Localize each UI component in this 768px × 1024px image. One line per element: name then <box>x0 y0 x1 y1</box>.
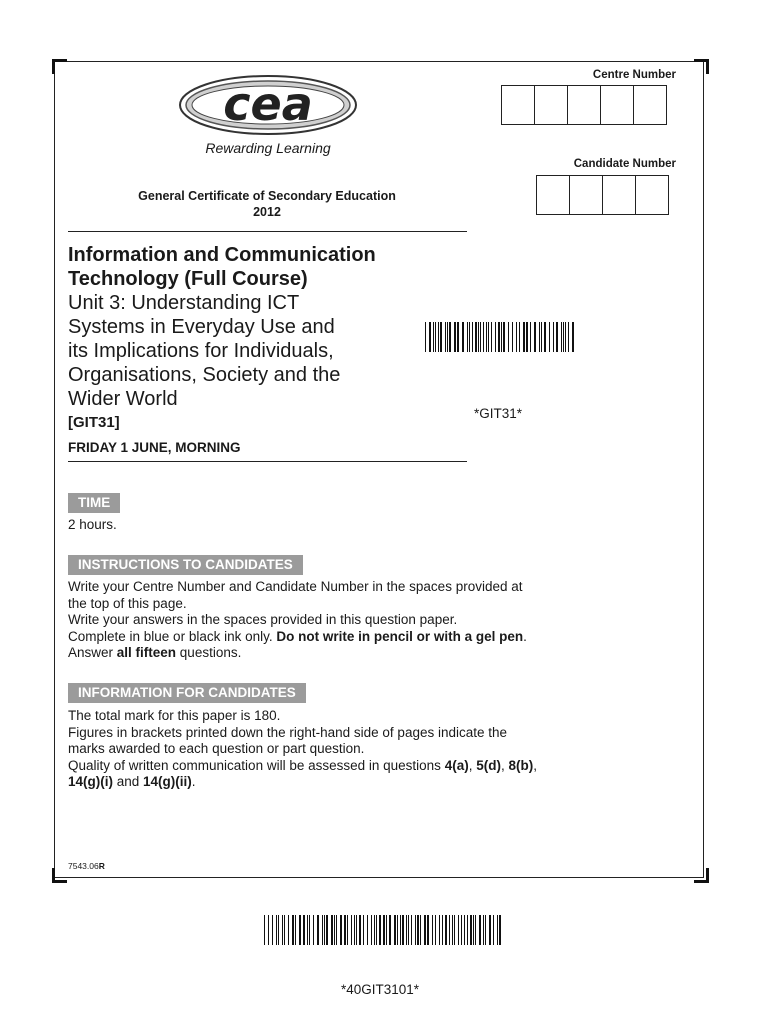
information-heading: INFORMATION FOR CANDIDATES <box>68 683 306 703</box>
centre-number-label: Centre Number <box>592 69 676 81</box>
candidate-number-box[interactable] <box>536 175 570 215</box>
barcode-bar <box>470 915 472 945</box>
candidate-number-label: Candidate Number <box>573 158 676 170</box>
barcode-bar <box>322 915 323 945</box>
barcode-bar <box>427 915 429 945</box>
instructions-line: Write your Centre Number and Candidate Number in the spaces provided at <box>68 579 523 594</box>
barcode-bar <box>429 322 431 352</box>
candidate-number-boxes[interactable] <box>537 175 669 215</box>
barcode-bar <box>526 322 528 352</box>
paper-code: [GIT31] <box>68 414 120 431</box>
subject-title <box>68 243 448 291</box>
unit-title-line: Unit 3: Understanding ICT <box>68 292 300 314</box>
barcode-bar <box>530 322 531 352</box>
barcode-bar <box>400 915 401 945</box>
barcode-bar <box>303 915 305 945</box>
barcode-bar <box>475 915 476 945</box>
barcode-bar <box>336 915 337 945</box>
barcode-bar <box>452 915 453 945</box>
unit-title <box>68 291 408 411</box>
barcode-bar <box>473 915 474 945</box>
barcode-bar <box>264 915 265 945</box>
barcode-bar <box>485 915 486 945</box>
instructions-line: the top of this page. <box>68 595 187 611</box>
barcode-bar <box>439 915 440 945</box>
barcode-bar <box>331 915 333 945</box>
instructions-line: Answer all fifteen questions. <box>68 645 242 660</box>
corner-mark <box>694 59 709 74</box>
barcode-bar <box>292 915 294 945</box>
barcode-bar <box>486 322 487 352</box>
barcode-bar <box>440 322 442 352</box>
barcode-bar <box>307 915 308 945</box>
barcode-bar <box>478 322 479 352</box>
barcode-bar <box>480 322 481 352</box>
exam-date: FRIDAY 1 JUNE, MORNING <box>68 440 241 455</box>
barcode-bar <box>344 915 346 945</box>
barcode-bar <box>553 322 554 352</box>
barcode-bar <box>561 322 562 352</box>
barcode-bar <box>386 915 387 945</box>
barcode-bar <box>309 915 310 945</box>
time-heading: TIME <box>68 493 120 513</box>
unit-title-line: Organisations, Society and the <box>68 364 341 386</box>
barcode-bar <box>563 322 564 352</box>
information-text <box>68 708 588 791</box>
barcode-bar <box>454 915 455 945</box>
barcode-bar <box>458 915 459 945</box>
barcode-bar <box>295 915 296 945</box>
barcode-bar <box>461 915 462 945</box>
barcode-bar <box>326 915 328 945</box>
barcode-bar <box>534 322 536 352</box>
barcode-bar <box>278 915 279 945</box>
barcode-bar <box>498 322 500 352</box>
barcode-bar <box>424 915 426 945</box>
barcode-bar <box>438 322 439 352</box>
barcode-bar <box>508 322 509 352</box>
barcode-bar <box>493 915 494 945</box>
information-line: Quality of written communication will be assessed in questions 4(a), 5(d), 8(b), <box>68 757 537 773</box>
barcode-bar <box>299 915 301 945</box>
barcode-bar <box>483 322 484 352</box>
barcode-bar <box>417 915 419 945</box>
instructions-line: Write your answers in the spaces provided in this question paper. <box>68 612 458 627</box>
barcode-bar <box>435 915 436 945</box>
barcode-bar <box>556 322 558 352</box>
barcode-bar <box>516 322 517 352</box>
barcode-bar <box>467 322 468 352</box>
barcode-bar <box>462 322 464 352</box>
barcode-bar <box>541 322 542 352</box>
information-line: The total mark for this paper is 180. <box>68 708 281 723</box>
barcode-bar <box>523 322 525 352</box>
corner-mark <box>52 59 67 74</box>
subject-title-line: Information and Communication <box>68 244 376 266</box>
barcode-bar <box>449 915 450 945</box>
barcode-bar <box>402 915 404 945</box>
qualification-name: General Certificate of Secondary Education <box>138 189 396 203</box>
barcode-bar <box>445 322 446 352</box>
barcode-bar <box>383 915 385 945</box>
barcode-bar <box>334 915 335 945</box>
barcode-bar <box>469 322 470 352</box>
unit-title-line: Wider World <box>68 388 178 410</box>
qualification <box>68 188 466 220</box>
barcode-bar <box>488 322 489 352</box>
barcode-bar <box>371 915 372 945</box>
barcode-bar <box>425 322 426 352</box>
candidate-number-box[interactable] <box>635 175 669 215</box>
barcode-bar <box>442 915 443 945</box>
barcode-bar <box>467 915 468 945</box>
barcode-bar <box>313 915 314 945</box>
barcode-bar <box>420 915 421 945</box>
barcode-bar <box>445 915 447 945</box>
instructions-heading: INSTRUCTIONS TO CANDIDATES <box>68 555 303 575</box>
barcode-bar <box>408 915 409 945</box>
barcode-bar <box>406 915 407 945</box>
barcode-bottom <box>264 915 504 945</box>
barcode-bar <box>472 322 473 352</box>
barcode-bar <box>363 915 364 945</box>
barcode-bar <box>512 322 513 352</box>
barcode-bar <box>568 322 569 352</box>
unit-title-line: its Implications for Individuals, <box>68 340 334 362</box>
barcode-bar <box>397 915 398 945</box>
candidate-number-box[interactable] <box>569 175 603 215</box>
barcode-bar <box>435 322 436 352</box>
centre-number-box[interactable] <box>567 85 601 125</box>
candidate-number-box[interactable] <box>602 175 636 215</box>
cea-logo <box>178 74 358 136</box>
barcode-bar <box>499 915 501 945</box>
barcode-bar <box>376 915 377 945</box>
barcode-bar <box>475 322 477 352</box>
barcode-bar <box>449 322 451 352</box>
barcode-bar <box>479 915 481 945</box>
barcode-bar <box>457 322 459 352</box>
barcode-bar <box>549 322 550 352</box>
barcode-bar <box>572 322 574 352</box>
divider <box>68 461 467 462</box>
centre-number-box[interactable] <box>534 85 568 125</box>
centre-number-boxes[interactable] <box>502 85 667 125</box>
barcode-bar <box>276 915 277 945</box>
barcode-bar <box>394 915 396 945</box>
barcode-bar <box>503 322 505 352</box>
barcode-bar <box>288 915 289 945</box>
barcode-bar <box>356 915 357 945</box>
barcode-bar <box>544 322 546 352</box>
barcode-bar <box>464 915 465 945</box>
barcode-bottom-text: *40GIT3101* <box>341 982 420 997</box>
barcode-bar <box>565 322 566 352</box>
barcode-bar <box>379 915 381 945</box>
barcode-bar <box>495 322 496 352</box>
divider <box>68 231 467 232</box>
barcode-bar <box>432 915 433 945</box>
barcode-bar <box>340 915 342 945</box>
barcode-bar <box>324 915 325 945</box>
barcode-bar <box>483 915 484 945</box>
centre-number-box[interactable] <box>633 85 667 125</box>
barcode-bar <box>539 322 540 352</box>
barcode-bar <box>268 915 269 945</box>
barcode-top-text: *GIT31* <box>474 406 523 421</box>
barcode-bar <box>351 915 352 945</box>
barcode-bar <box>454 322 456 352</box>
instructions-line: Complete in blue or black ink only. Do not write in pencil or with a gel pen. <box>68 628 527 644</box>
corner-mark <box>694 868 709 883</box>
logo-text: cea <box>223 77 313 131</box>
barcode-bar <box>359 915 361 945</box>
barcode-bar <box>411 915 412 945</box>
subject-title-line: Technology (Full Course) <box>68 268 308 290</box>
qualification-year: 2012 <box>253 205 281 219</box>
barcode-bar <box>347 915 348 945</box>
barcode-bar <box>447 322 448 352</box>
barcode-bar <box>367 915 368 945</box>
unit-title-line: Systems in Everyday Use and <box>68 316 335 338</box>
barcode-bar <box>489 915 491 945</box>
information-line: 14(g)(i) and 14(g)(ii). <box>68 774 196 789</box>
barcode-bar <box>519 322 520 352</box>
barcode-bar <box>317 915 319 945</box>
instructions-text <box>68 579 588 662</box>
barcode-bar <box>354 915 355 945</box>
barcode-bar <box>415 915 416 945</box>
barcode-bar <box>497 915 498 945</box>
barcode-bar <box>433 322 434 352</box>
information-line: marks awarded to each question or part question. <box>68 741 365 756</box>
centre-number-box[interactable] <box>501 85 535 125</box>
barcode-bar <box>491 322 492 352</box>
barcode-bar <box>284 915 285 945</box>
barcode-bar <box>389 915 391 945</box>
barcode-bar <box>282 915 283 945</box>
barcode-top <box>425 322 577 352</box>
corner-mark <box>52 868 67 883</box>
centre-number-box[interactable] <box>600 85 634 125</box>
tagline: Rewarding Learning <box>205 140 331 156</box>
barcode-bar <box>501 322 502 352</box>
document-code: 7543.06R <box>68 861 105 871</box>
information-line: Figures in brackets printed down the right-hand side of pages indicate the <box>68 724 508 740</box>
barcode-bar <box>374 915 375 945</box>
barcode-bar <box>272 915 273 945</box>
time-text: 2 hours. <box>68 517 117 532</box>
